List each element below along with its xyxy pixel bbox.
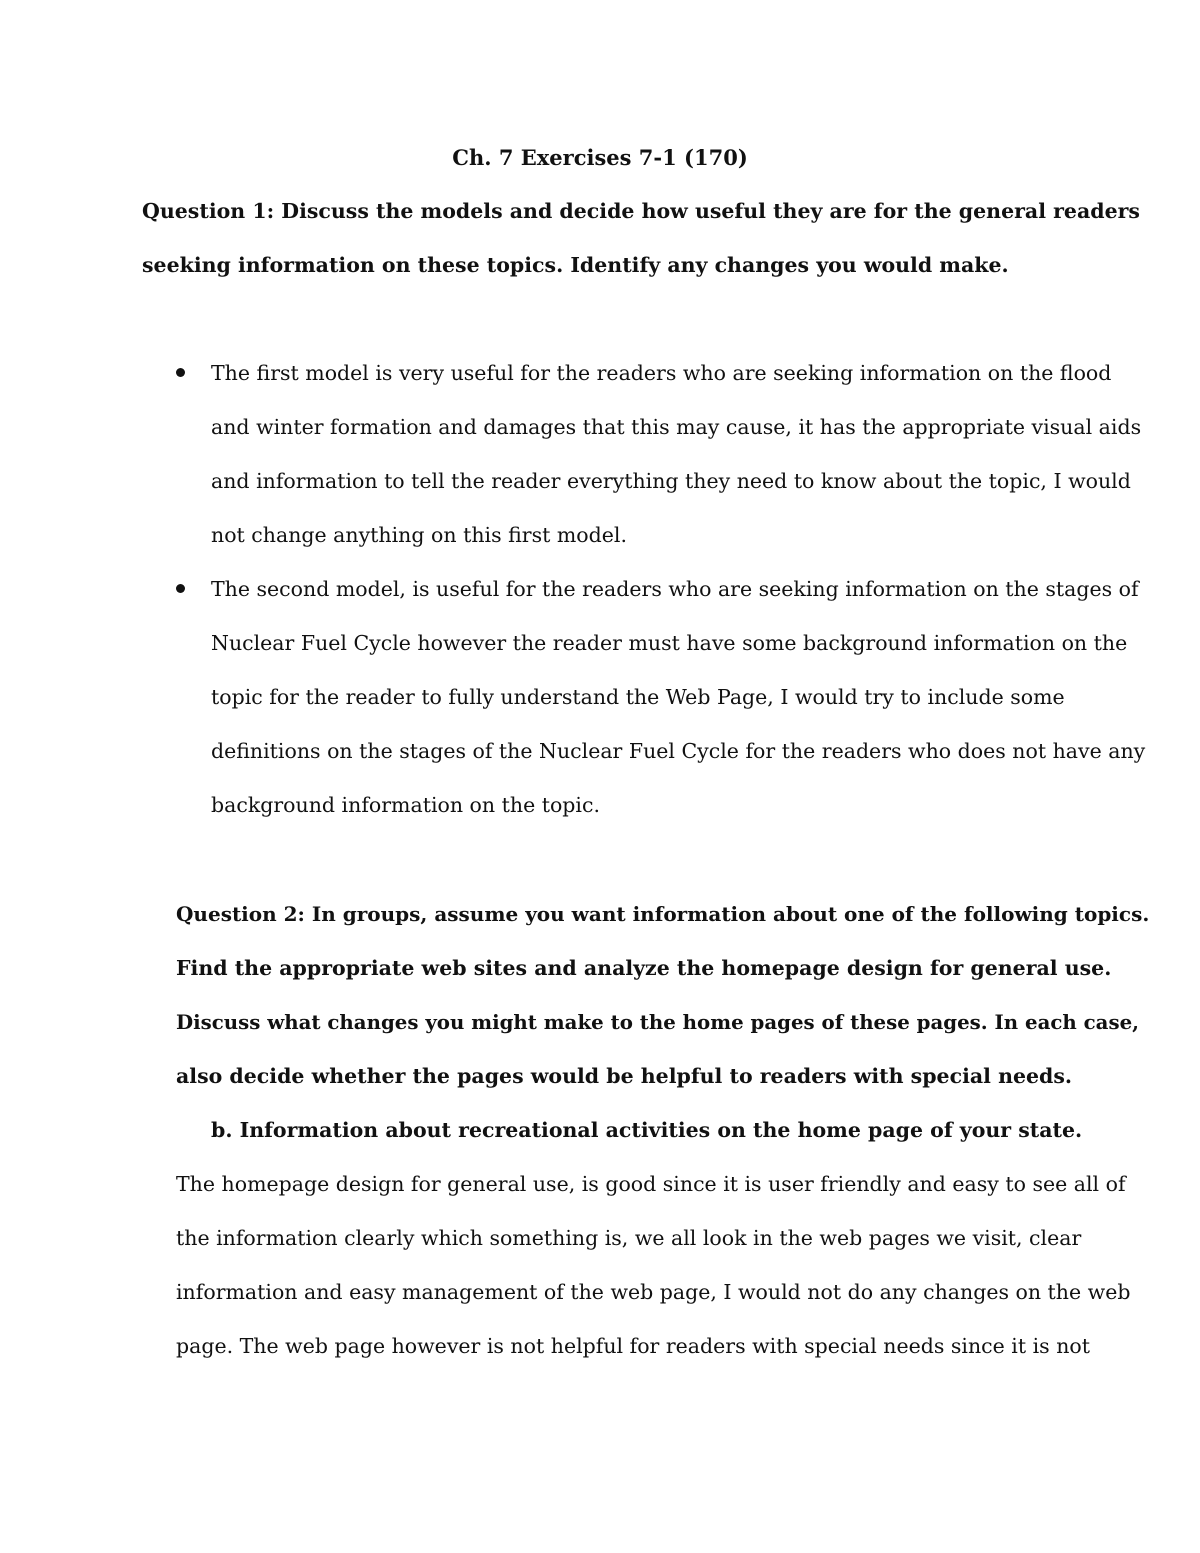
bullet-icon — [176, 368, 185, 377]
answer-line-2: the information clearly which something is, we all look in the web pages we visit, clear — [176, 1226, 1082, 1250]
bullet2-line-3: topic for the reader to fully understand the Web Page, I would try to include some — [211, 685, 1065, 709]
bullet2-line-2: Nuclear Fuel Cycle however the reader must have some background information on the — [211, 631, 1128, 655]
bullet2-line-1: The second model, is useful for the readers who are seeking information on the stages of — [211, 577, 1139, 601]
question2-line-1: Question 2: In groups, assume you want information about one of the following topics. — [176, 902, 1150, 926]
question2-line-4: also decide whether the pages would be helpful to readers with special needs. — [176, 1064, 1073, 1088]
answer-line-4: page. The web page however is not helpful for readers with special needs since it is not — [176, 1334, 1090, 1358]
document-title: Ch. 7 Exercises 7-1 (170) — [452, 145, 748, 170]
question1-line-1: Question 1: Discuss the models and decide how useful they are for the general readers — [142, 199, 1140, 223]
answer-line-1: The homepage design for general use, is good since it is user friendly and easy to see all of — [176, 1172, 1126, 1196]
question2-line-2: Find the appropriate web sites and analyze the homepage design for general use. — [176, 956, 1112, 980]
bullet2-line-5: background information on the topic. — [211, 793, 600, 817]
bullet1-line-3: and information to tell the reader everything they need to know about the topic, I would — [211, 469, 1131, 493]
question2-subheading: b. Information about recreational activities on the home page of your state. — [211, 1118, 1083, 1142]
bullet1-line-4: not change anything on this first model. — [211, 523, 627, 547]
answer-line-3: information and easy management of the web page, I would not do any changes on the web — [176, 1280, 1131, 1304]
bullet1-line-1: The first model is very useful for the readers who are seeking information on the flood — [211, 361, 1112, 385]
question1-line-2: seeking information on these topics. Identify any changes you would make. — [142, 253, 1009, 277]
bullet1-line-2: and winter formation and damages that this may cause, it has the appropriate visual aids — [211, 415, 1142, 439]
bullet-icon — [176, 584, 185, 593]
question2-line-3: Discuss what changes you might make to the home pages of these pages. In each case, — [176, 1010, 1140, 1034]
bullet2-line-4: definitions on the stages of the Nuclear Fuel Cycle for the readers who does not have any — [211, 739, 1146, 763]
